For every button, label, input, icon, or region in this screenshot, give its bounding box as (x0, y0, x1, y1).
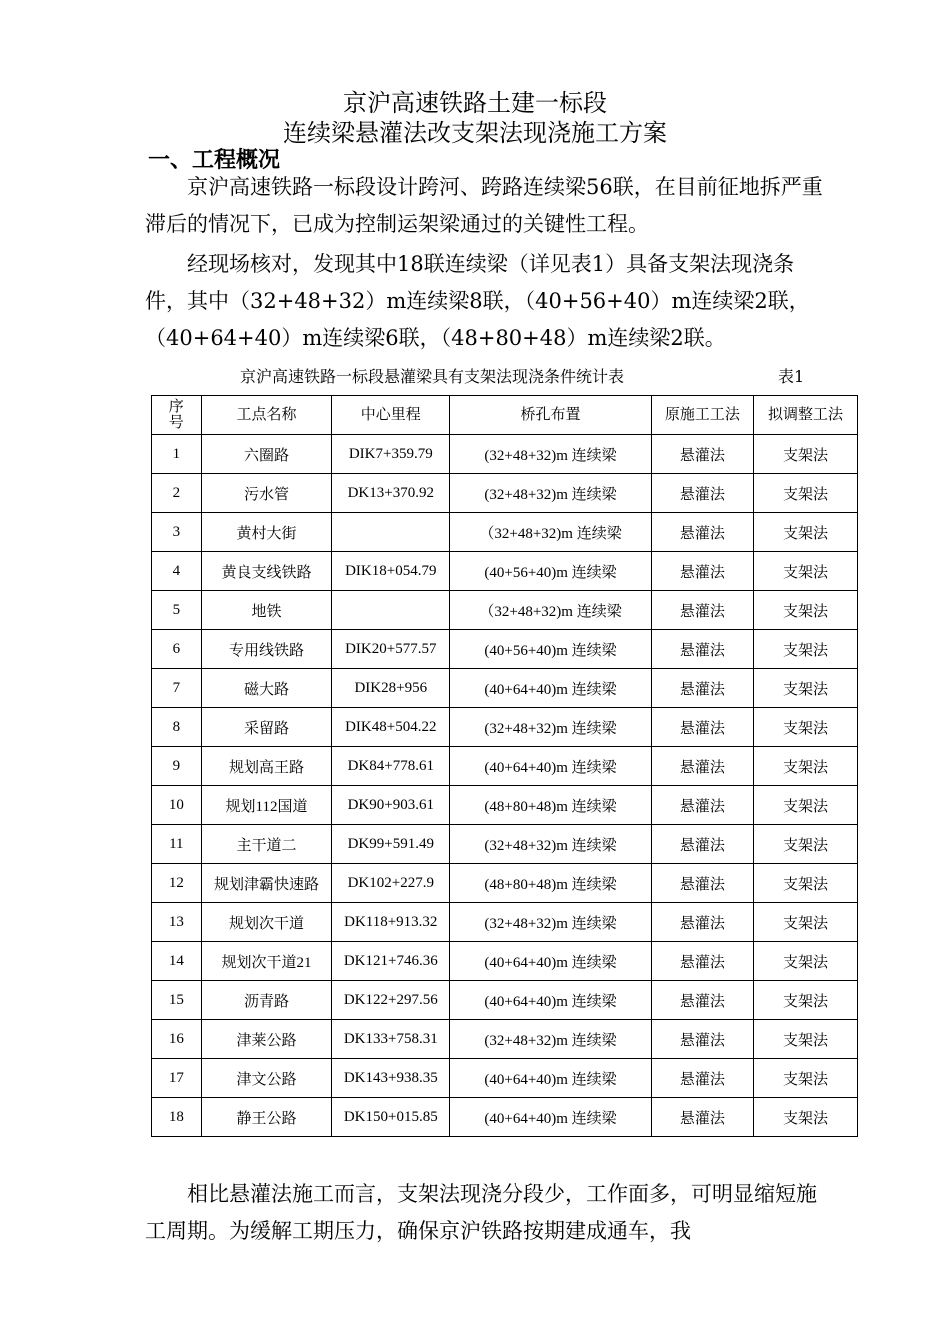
cell-serial: 11 (152, 825, 202, 864)
table-row (152, 786, 858, 825)
table-row (152, 1059, 858, 1098)
table-row (152, 435, 858, 474)
cell-serial: 4 (152, 552, 202, 591)
table-row (152, 864, 858, 903)
cell-original-method: 悬灌法 (651, 591, 753, 630)
table-row (152, 1098, 858, 1137)
cell-site-name: 主干道二 (201, 825, 332, 864)
cell-site-name: 静王公路 (201, 1098, 332, 1137)
table-header-row (152, 396, 858, 435)
table-row (152, 591, 858, 630)
table-row (152, 552, 858, 591)
cell-site-name: 黄村大街 (201, 513, 332, 552)
cell-mileage: DK121+746.36 (332, 942, 450, 981)
cell-serial: 9 (152, 747, 202, 786)
cell-original-method: 悬灌法 (651, 786, 753, 825)
cell-new-method: 支架法 (753, 903, 857, 942)
table-row (152, 747, 858, 786)
cell-new-method: 支架法 (753, 513, 857, 552)
cell-span-layout: (48+80+48)m 连续梁 (450, 864, 652, 903)
cell-serial: 13 (152, 903, 202, 942)
cell-span-layout: (32+48+32)m 连续梁 (450, 474, 652, 513)
cell-mileage: DK143+938.35 (332, 1059, 450, 1098)
cell-site-name: 污水管 (201, 474, 332, 513)
cell-serial: 2 (152, 474, 202, 513)
cell-new-method: 支架法 (753, 786, 857, 825)
table-row (152, 630, 858, 669)
cell-mileage: DIK48+504.22 (332, 708, 450, 747)
cell-site-name: 规划112国道 (201, 786, 332, 825)
cell-serial: 15 (152, 981, 202, 1020)
cell-span-layout: (40+64+40)m 连续梁 (450, 747, 652, 786)
cell-span-layout: (40+64+40)m 连续梁 (450, 669, 652, 708)
cell-mileage: DIK18+054.79 (332, 552, 450, 591)
cell-original-method: 悬灌法 (651, 1020, 753, 1059)
cell-serial: 12 (152, 864, 202, 903)
table-row (152, 708, 858, 747)
cell-original-method: 悬灌法 (651, 825, 753, 864)
cell-mileage: DK13+370.92 (332, 474, 450, 513)
table-row (152, 981, 858, 1020)
cell-site-name: 津莱公路 (201, 1020, 332, 1059)
cell-original-method: 悬灌法 (651, 747, 753, 786)
cell-mileage: DK90+903.61 (332, 786, 450, 825)
cell-original-method: 悬灌法 (651, 981, 753, 1020)
cell-original-method: 悬灌法 (651, 708, 753, 747)
cell-new-method: 支架法 (753, 942, 857, 981)
cell-site-name: 沥青路 (201, 981, 332, 1020)
cell-serial: 1 (152, 435, 202, 474)
table-row (152, 474, 858, 513)
table-body (152, 435, 858, 1137)
cell-original-method: 悬灌法 (651, 1059, 753, 1098)
section-heading: 一、工程概况 (148, 148, 281, 173)
cell-new-method: 支架法 (753, 474, 857, 513)
paragraph-overview: 京沪高速铁路一标段设计跨河、跨路连续梁56联，在目前征地拆严重滞后的情况下，已成为控制运架梁通过的关键性工程。 (145, 175, 823, 236)
cell-new-method: 支架法 (753, 864, 857, 903)
cell-span-layout: (48+80+48)m 连续梁 (450, 786, 652, 825)
cell-span-layout: (40+64+40)m 连续梁 (450, 1059, 652, 1098)
cell-original-method: 悬灌法 (651, 903, 753, 942)
cell-site-name: 规划津霸快速路 (201, 864, 332, 903)
cell-span-layout: (32+48+32)m 连续梁 (450, 903, 652, 942)
cell-new-method: 支架法 (753, 981, 857, 1020)
cell-original-method: 悬灌法 (651, 1098, 753, 1137)
cell-new-method: 支架法 (753, 1059, 857, 1098)
cell-mileage (332, 591, 450, 630)
header-serial (152, 396, 202, 435)
cell-span-layout: (32+48+32)m 连续梁 (450, 825, 652, 864)
table-caption: 京沪高速铁路一标段悬灌梁具有支架法现浇条件统计表 (240, 367, 625, 386)
paragraph-site-check: 经现场核对，发现其中18联连续梁（详见表1）具备支架法现浇条件，其中（32+48+32）m连续梁8联，（40+56+40）m连续梁2联，（40+64+40）m连续梁6联，（48+80+48）m连续梁2联。 (145, 252, 810, 350)
table-row (152, 903, 858, 942)
cell-mileage: DK150+015.85 (332, 1098, 450, 1137)
cell-new-method: 支架法 (753, 1020, 857, 1059)
header-serial-line1: 序号 (168, 399, 184, 431)
cell-original-method: 悬灌法 (651, 474, 753, 513)
cell-span-layout: （32+48+32)m 连续梁 (450, 591, 652, 630)
cell-span-layout: （32+48+32)m 连续梁 (450, 513, 652, 552)
cell-site-name: 津文公路 (201, 1059, 332, 1098)
paragraph-comparison: 相比悬灌法施工而言，支架法现浇分段少，工作面多，可明显缩短施工周期。为缓解工期压力，确保京沪铁路按期建成通车，我 (145, 1182, 817, 1243)
header-mileage: 中心里程 (332, 396, 450, 435)
cell-mileage: DIK20+577.57 (332, 630, 450, 669)
table-row (152, 513, 858, 552)
cell-new-method: 支架法 (753, 591, 857, 630)
cell-span-layout: (40+64+40)m 连续梁 (450, 981, 652, 1020)
cell-site-name: 六圈路 (201, 435, 332, 474)
cell-original-method: 悬灌法 (651, 552, 753, 591)
header-new-method: 拟调整工法 (753, 396, 857, 435)
cell-mileage: DK133+758.31 (332, 1020, 450, 1059)
cell-original-method: 悬灌法 (651, 630, 753, 669)
header-span-layout: 桥孔布置 (450, 396, 652, 435)
cell-serial: 5 (152, 591, 202, 630)
cell-site-name: 规划次干道 (201, 903, 332, 942)
cell-serial: 14 (152, 942, 202, 981)
cell-site-name: 规划高王路 (201, 747, 332, 786)
header-site-name: 工点名称 (201, 396, 332, 435)
table-row (152, 942, 858, 981)
cell-serial: 17 (152, 1059, 202, 1098)
cell-new-method: 支架法 (753, 630, 857, 669)
cell-serial: 16 (152, 1020, 202, 1059)
cell-original-method: 悬灌法 (651, 864, 753, 903)
cell-span-layout: (32+48+32)m 连续梁 (450, 1020, 652, 1059)
cell-mileage: DK122+297.56 (332, 981, 450, 1020)
table-number: 表1 (778, 367, 805, 386)
cell-new-method: 支架法 (753, 825, 857, 864)
cell-span-layout: (32+48+32)m 连续梁 (450, 435, 652, 474)
cell-new-method: 支架法 (753, 552, 857, 591)
cell-span-layout: (40+56+40)m 连续梁 (450, 552, 652, 591)
cell-serial: 3 (152, 513, 202, 552)
table-row (152, 669, 858, 708)
cell-mileage: DK84+778.61 (332, 747, 450, 786)
document-title-line2: 连续梁悬灌法改支架法现浇施工方案 (283, 119, 667, 147)
cell-mileage: DK102+227.9 (332, 864, 450, 903)
cell-new-method: 支架法 (753, 747, 857, 786)
cell-serial: 6 (152, 630, 202, 669)
cell-mileage: DIK7+359.79 (332, 435, 450, 474)
cell-serial: 10 (152, 786, 202, 825)
table-row (152, 825, 858, 864)
cell-new-method: 支架法 (753, 708, 857, 747)
cell-mileage: DK118+913.32 (332, 903, 450, 942)
document-title-line1: 京沪高速铁路土建一标段 (343, 89, 607, 117)
cell-original-method: 悬灌法 (651, 435, 753, 474)
cell-serial: 8 (152, 708, 202, 747)
cell-site-name: 磁大路 (201, 669, 332, 708)
cell-site-name: 采留路 (201, 708, 332, 747)
cell-original-method: 悬灌法 (651, 669, 753, 708)
cell-site-name: 黄良支线铁路 (201, 552, 332, 591)
cell-mileage: DK99+591.49 (332, 825, 450, 864)
cell-original-method: 悬灌法 (651, 513, 753, 552)
cell-new-method: 支架法 (753, 669, 857, 708)
cell-serial: 7 (152, 669, 202, 708)
cell-span-layout: (40+64+40)m 连续梁 (450, 1098, 652, 1137)
cell-new-method: 支架法 (753, 1098, 857, 1137)
cell-span-layout: (32+48+32)m 连续梁 (450, 708, 652, 747)
statistics-table (151, 395, 858, 1137)
cell-mileage: DIK28+956 (332, 669, 450, 708)
cell-span-layout: (40+64+40)m 连续梁 (450, 942, 652, 981)
header-original-method: 原施工工法 (651, 396, 753, 435)
cell-original-method: 悬灌法 (651, 942, 753, 981)
cell-mileage (332, 513, 450, 552)
cell-site-name: 专用线铁路 (201, 630, 332, 669)
cell-serial: 18 (152, 1098, 202, 1137)
cell-new-method: 支架法 (753, 435, 857, 474)
table-row (152, 1020, 858, 1059)
cell-site-name: 地铁 (201, 591, 332, 630)
cell-span-layout: (40+56+40)m 连续梁 (450, 630, 652, 669)
cell-site-name: 规划次干道21 (201, 942, 332, 981)
